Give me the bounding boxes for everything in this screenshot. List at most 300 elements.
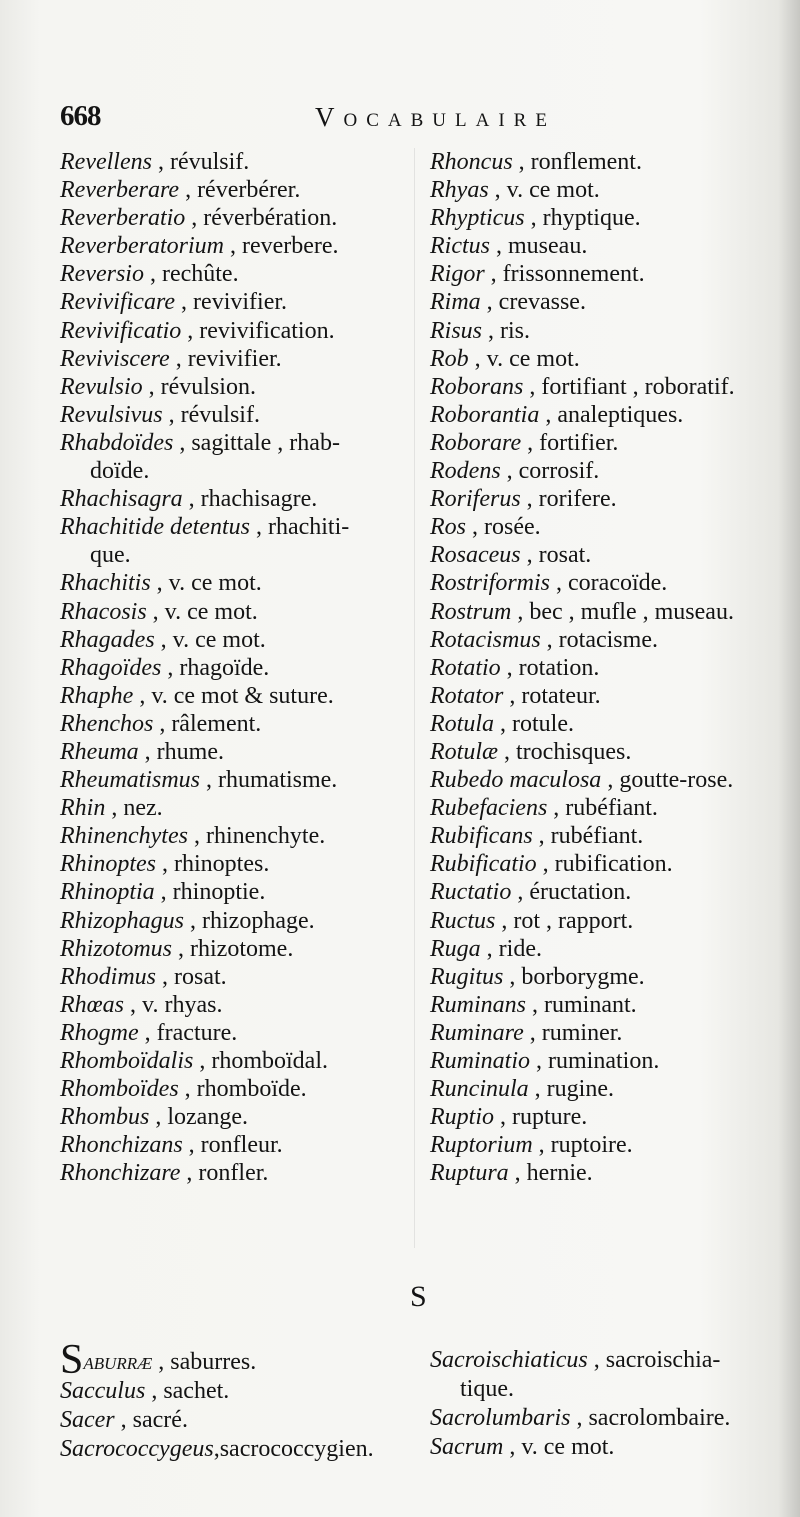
dictionary-entry xyxy=(430,766,770,794)
entry-separator: , xyxy=(133,682,152,709)
dictionary-entry xyxy=(430,822,770,850)
dictionary-entry xyxy=(60,513,405,541)
dictionary-entry xyxy=(60,485,405,513)
entry-term: Revulsivus xyxy=(60,401,163,428)
entry-definition: rhachiti- xyxy=(267,514,350,541)
dictionary-entry xyxy=(430,878,770,906)
entry-term: Rhœas xyxy=(60,991,125,1018)
entry-term: Ruptorium xyxy=(430,1132,533,1159)
entry-definition: révulsif. xyxy=(169,149,250,175)
entry-term: Rhypticus xyxy=(430,205,525,232)
entry-definition: v. ce mot. xyxy=(168,570,262,597)
entry-term: Revivificatio xyxy=(60,317,182,344)
entry-definition: rosat. xyxy=(174,963,227,990)
entry-term: Rubificatio xyxy=(430,851,537,878)
entry-definition: goutte-rose. xyxy=(619,767,734,794)
entry-definition: rhumatisme. xyxy=(218,767,338,794)
entry-definition: râlement. xyxy=(171,710,262,737)
section-s-right-column xyxy=(430,1346,770,1462)
dictionary-entry xyxy=(430,513,770,541)
entry-separator: , xyxy=(154,879,173,906)
entry-separator: , xyxy=(152,1349,171,1375)
entry-continuation xyxy=(60,457,405,485)
entry-term: Reverberatio xyxy=(60,205,186,232)
entry-definition: reverbere. xyxy=(241,233,339,260)
entry-term: Rosaceus xyxy=(430,542,521,569)
dictionary-entry xyxy=(60,1337,405,1383)
entry-definition: ruptoire. xyxy=(550,1132,633,1159)
dictionary-entry xyxy=(430,794,770,822)
entry-term: Rodens xyxy=(430,458,501,485)
entry-separator: , xyxy=(536,851,555,878)
entry-separator: , xyxy=(532,1132,551,1159)
entry-definition: revivification. xyxy=(199,317,335,344)
dictionary-entry xyxy=(60,1075,405,1103)
entry-term: Rheuma xyxy=(60,738,139,765)
entry-separator: , xyxy=(524,205,543,232)
entry-separator: , xyxy=(151,149,170,175)
entry-separator: , xyxy=(185,205,204,232)
entry-definition: révulsif. xyxy=(180,401,260,428)
section-s-left-column xyxy=(60,1337,405,1464)
entry-separator: , xyxy=(172,935,191,962)
entry-term-rest: aburræ xyxy=(83,1349,153,1375)
entry-continuation xyxy=(430,1375,770,1404)
entry-separator: , xyxy=(587,1347,606,1373)
entry-separator: , xyxy=(512,149,531,175)
entry-separator: , xyxy=(105,795,124,822)
right-column xyxy=(430,148,770,1187)
entry-separator: , xyxy=(145,1378,164,1404)
dictionary-entry xyxy=(60,1435,405,1464)
dictionary-entry xyxy=(430,541,770,569)
dictionary-entry xyxy=(430,850,770,878)
entry-definition: rhume. xyxy=(156,738,224,765)
entry-term: Rhin xyxy=(60,795,106,822)
entry-definition: analeptiques. xyxy=(557,401,684,428)
entry-term: Runcinula xyxy=(430,1076,529,1103)
entry-separator: , xyxy=(528,1076,547,1103)
entry-definition: rotacisme. xyxy=(558,626,658,653)
dictionary-entry xyxy=(430,1103,770,1131)
entry-definition: doïde. xyxy=(90,458,150,485)
entry-separator: , xyxy=(187,823,206,850)
entry-definition: v. rhyas. xyxy=(142,991,223,1018)
entry-separator: , xyxy=(540,626,559,653)
running-title: Vocabulaire xyxy=(315,102,556,132)
entry-term: Rhenchos xyxy=(60,710,154,737)
dictionary-entry xyxy=(60,373,405,401)
entry-term: Rhagades xyxy=(60,626,155,653)
entry-term: Ructus xyxy=(430,907,496,934)
entry-separator: , xyxy=(500,458,519,485)
entry-term: Rob xyxy=(430,345,469,372)
entry-definition: sacrococcygien. xyxy=(219,1436,374,1462)
dictionary-entry xyxy=(60,176,405,204)
entry-term: Rotatio xyxy=(430,654,501,681)
entry-term: Sacroischiaticus xyxy=(430,1347,588,1373)
entry-continuation xyxy=(60,541,405,569)
dictionary-entry xyxy=(60,935,405,963)
entry-term: Roriferus xyxy=(430,486,521,513)
entry-definition: ruminant. xyxy=(544,991,637,1018)
dictionary-entry xyxy=(430,682,770,710)
entry-term: Rubefaciens xyxy=(430,795,548,822)
entry-definition: rot , rapport. xyxy=(513,907,634,934)
entry-definition: rhinenchyte. xyxy=(205,823,326,850)
dictionary-entry xyxy=(430,598,770,626)
entry-term: Rhyas xyxy=(430,177,489,204)
dictionary-entry xyxy=(430,738,770,766)
entry-term: Rheumatismus xyxy=(60,767,200,794)
dictionary-entry xyxy=(60,260,405,288)
entry-definition: sagittale , rhab- xyxy=(191,429,340,456)
entry-term: Rhachisagra xyxy=(60,486,183,513)
dictionary-entry xyxy=(430,176,770,204)
page-edge-shadow xyxy=(778,0,800,1517)
entry-separator: , xyxy=(482,317,501,344)
entry-term: Rotulæ xyxy=(430,738,499,765)
entry-separator: , xyxy=(182,486,201,513)
dictionary-entry xyxy=(430,935,770,963)
dictionary-entry xyxy=(60,878,405,906)
entry-definition: que. xyxy=(90,542,131,569)
entry-term: Rugitus xyxy=(430,963,504,990)
entry-term: Rhachitis xyxy=(60,570,151,597)
dictionary-entry xyxy=(60,710,405,738)
entry-definition: rosat. xyxy=(538,542,592,569)
dictionary-entry xyxy=(430,991,770,1019)
entry-term: Rhinoptia xyxy=(60,879,155,906)
entry-definition: éructation. xyxy=(529,879,632,906)
entry-separator: , xyxy=(169,345,188,372)
dictionary-entry xyxy=(430,626,770,654)
entry-separator: , xyxy=(249,514,268,541)
dictionary-entry xyxy=(430,232,770,260)
entry-term: Risus xyxy=(430,317,483,344)
entry-definition: trochisques. xyxy=(516,738,632,765)
entry-definition: v. ce mot. xyxy=(172,626,266,653)
entry-term: Ruptura xyxy=(430,1160,509,1187)
entry-definition: revivifier. xyxy=(193,289,288,316)
dictionary-entry xyxy=(60,232,405,260)
entry-term: Rhogme xyxy=(60,1019,139,1046)
entry-separator: , xyxy=(503,1434,522,1460)
entry-separator: , xyxy=(494,1104,512,1131)
entry-separator: , xyxy=(149,1104,168,1131)
dictionary-entry xyxy=(430,1075,770,1103)
dictionary-entry xyxy=(60,148,405,176)
dictionary-entry xyxy=(430,1047,770,1075)
entry-term: Rigor xyxy=(430,261,485,288)
dictionary-entry xyxy=(60,963,405,991)
entry-definition: rumination. xyxy=(548,1048,660,1074)
entry-definition: rhomboïdal. xyxy=(211,1048,328,1074)
entry-definition: ronfler. xyxy=(198,1160,269,1187)
entry-separator: , xyxy=(523,373,542,400)
dictionary-entry xyxy=(60,345,405,373)
dictionary-entry xyxy=(60,850,405,878)
entry-term: Reverberatorium xyxy=(60,233,224,260)
entry-definition: borborygme. xyxy=(521,963,645,990)
entry-term: Rhoncus xyxy=(430,149,513,175)
dictionary-entry xyxy=(430,1404,770,1433)
entry-definition: rubéfiant. xyxy=(550,823,644,850)
entry-definition: v. ce mot. xyxy=(486,345,580,372)
entry-separator: , xyxy=(156,851,174,878)
entry-definition: rorifere. xyxy=(538,486,617,513)
dictionary-entry xyxy=(430,288,770,316)
entry-term: Rhizotomus xyxy=(60,935,173,962)
entry-definition: rotation. xyxy=(518,654,600,681)
entry-separator: , xyxy=(156,963,174,990)
entry-definition: sacroischia- xyxy=(605,1347,721,1373)
dictionary-entry xyxy=(430,569,770,597)
entry-term: Ruga xyxy=(430,935,481,962)
dictionary-entry xyxy=(60,288,405,316)
entry-definition: corrosif. xyxy=(518,458,600,485)
entry-definition: crevasse. xyxy=(498,289,586,316)
entry-separator: , xyxy=(173,429,192,456)
dictionary-entry xyxy=(430,1131,770,1159)
entry-term: Rhizophagus xyxy=(60,907,185,934)
entry-separator: , xyxy=(570,1405,589,1431)
entry-separator: , xyxy=(182,1132,201,1159)
entry-separator: , xyxy=(466,514,484,541)
dictionary-entry xyxy=(60,794,405,822)
entry-definition: rosée. xyxy=(484,514,541,541)
entry-definition: rechûte. xyxy=(161,261,239,288)
entry-definition: rugine. xyxy=(546,1076,614,1103)
entry-definition: sacré. xyxy=(132,1407,188,1433)
entry-separator: , xyxy=(523,1019,542,1046)
entry-separator: , xyxy=(494,710,512,737)
entry-term: Rotacismus xyxy=(430,626,541,653)
dictionary-entry xyxy=(430,345,770,373)
entry-separator: , xyxy=(175,289,194,316)
entry-definition: rhinoptes. xyxy=(174,851,270,878)
dictionary-entry xyxy=(60,401,405,429)
entry-definition: rhinoptie. xyxy=(172,879,266,906)
entry-term: Reviviscere xyxy=(60,345,170,372)
dictionary-entry xyxy=(60,569,405,597)
dictionary-entry xyxy=(430,1159,770,1187)
entry-term: Rostriformis xyxy=(430,570,551,597)
entry-separator: , xyxy=(480,289,499,316)
entry-term: Reversio xyxy=(60,261,144,288)
entry-definition: ris. xyxy=(500,317,531,344)
entry-definition: v. ce mot & suture. xyxy=(151,682,334,709)
entry-definition: nez. xyxy=(123,795,163,822)
entry-definition: lozange. xyxy=(167,1104,248,1131)
entry-definition: v. ce mot. xyxy=(521,1434,615,1460)
entry-separator: , xyxy=(193,1048,212,1074)
entry-separator: , xyxy=(532,823,551,850)
entry-term: Rubedo maculosa xyxy=(430,767,602,794)
entry-term: Rhonchizans xyxy=(60,1132,183,1159)
entry-definition: révulsion. xyxy=(160,373,256,400)
entry-definition: frissonnement. xyxy=(502,261,645,288)
entry-definition: rubification. xyxy=(554,851,673,878)
entry-term: Rhacosis xyxy=(60,598,147,625)
dictionary-entry xyxy=(60,822,405,850)
entry-separator: , xyxy=(526,991,544,1018)
entry-separator: , xyxy=(500,654,519,681)
entry-term: Sacrum xyxy=(430,1434,504,1460)
entry-term: Sacculus xyxy=(60,1378,146,1404)
drop-capital: S xyxy=(60,1337,84,1383)
entry-separator: , xyxy=(539,401,558,428)
entry-separator: , xyxy=(138,738,157,765)
entry-term: Ruminare xyxy=(430,1019,524,1046)
entry-separator: , xyxy=(480,935,499,962)
dictionary-entry xyxy=(60,907,405,935)
dictionary-entry xyxy=(430,429,770,457)
entry-term: Ructatio xyxy=(430,879,512,906)
entry-separator: , xyxy=(521,429,540,456)
entry-separator: , xyxy=(498,738,517,765)
entry-separator: , xyxy=(601,767,620,794)
entry-definition: ronfleur. xyxy=(200,1132,283,1159)
dictionary-entry xyxy=(60,682,405,710)
dictionary-entry xyxy=(60,1377,405,1406)
entry-term: Revivificare xyxy=(60,289,176,316)
dictionary-entry xyxy=(60,626,405,654)
dictionary-entry xyxy=(430,317,770,345)
dictionary-entry xyxy=(60,1159,405,1187)
entry-term: Rotator xyxy=(430,682,504,709)
entry-separator: , xyxy=(114,1407,133,1433)
entry-term: Ruptio xyxy=(430,1104,494,1131)
entry-separator: , xyxy=(154,626,173,653)
entry-definition: hernie. xyxy=(526,1160,593,1187)
entry-term: Rhombus xyxy=(60,1104,150,1131)
dictionary-entry xyxy=(430,148,770,176)
entry-definition: fortifiant , roboratif. xyxy=(541,373,735,400)
entry-definition: rhagoïde. xyxy=(179,654,270,681)
dictionary-entry xyxy=(430,260,770,288)
dictionary-entry xyxy=(60,598,405,626)
dictionary-entry xyxy=(430,485,770,513)
entry-term: Rostrum xyxy=(430,598,512,625)
entry-separator: , xyxy=(213,1436,220,1462)
entry-term: Reverberare xyxy=(60,177,180,204)
entry-term: Ros xyxy=(430,514,466,541)
dictionary-entry xyxy=(430,1346,770,1375)
entry-definition: tique. xyxy=(460,1376,514,1402)
entry-separator: , xyxy=(181,317,200,344)
entry-definition: rotule. xyxy=(512,710,574,737)
entry-definition: réverbérer. xyxy=(197,177,301,204)
dictionary-entry xyxy=(60,204,405,232)
entry-term: Rictus xyxy=(430,233,490,260)
entry-separator: , xyxy=(520,486,539,513)
dictionary-entry xyxy=(60,654,405,682)
dictionary-entry xyxy=(430,401,770,429)
entry-definition: réverbération. xyxy=(203,205,338,232)
dictionary-entry xyxy=(430,907,770,935)
entry-definition: saburres. xyxy=(170,1349,257,1375)
entry-separator: , xyxy=(184,907,203,934)
entry-definition: coracoïde. xyxy=(568,570,668,597)
entry-definition: v. ce mot. xyxy=(164,598,258,625)
entry-term: Ruminans xyxy=(430,991,526,1018)
dictionary-entry xyxy=(60,1406,405,1435)
entry-definition: bec , mufle , museau. xyxy=(529,598,734,625)
entry-separator: , xyxy=(178,1076,197,1103)
dictionary-entry xyxy=(60,991,405,1019)
entry-term: Rhinenchytes xyxy=(60,823,188,850)
entry-term: Rhonchizare xyxy=(60,1160,181,1187)
entry-separator: , xyxy=(153,710,172,737)
entry-term: Revellens xyxy=(60,149,152,175)
dictionary-entry xyxy=(430,373,770,401)
dictionary-entry xyxy=(430,1019,770,1047)
entry-separator: , xyxy=(124,991,143,1018)
entry-term: Sacrococcygeus xyxy=(60,1436,214,1462)
entry-term: Rotula xyxy=(430,710,494,737)
entry-separator: , xyxy=(143,261,162,288)
entry-definition: rotateur. xyxy=(521,682,601,709)
dictionary-entry xyxy=(430,457,770,485)
entry-term: Rhomboïdes xyxy=(60,1076,179,1103)
dictionary-entry xyxy=(60,317,405,345)
entry-term: Rubificans xyxy=(430,823,533,850)
entry-separator: , xyxy=(520,542,539,569)
dictionary-entry xyxy=(430,710,770,738)
entry-definition: fortifier. xyxy=(539,429,619,456)
dictionary-entry xyxy=(60,738,405,766)
dictionary-entry xyxy=(60,766,405,794)
entry-definition: rhomboïde. xyxy=(196,1076,307,1103)
page-number: 668 xyxy=(60,100,101,132)
entry-term: Sacrolumbaris xyxy=(430,1405,571,1431)
entry-definition: v. ce mot. xyxy=(506,177,600,204)
entry-separator: , xyxy=(150,570,169,597)
dictionary-entry xyxy=(430,1433,770,1462)
entry-term: Rhabdoïdes xyxy=(60,429,174,456)
entry-separator: , xyxy=(179,177,198,204)
entry-term: Rhomboïdalis xyxy=(60,1048,194,1074)
entry-separator: , xyxy=(223,233,242,260)
dictionary-entry xyxy=(60,1047,405,1075)
entry-definition: rhizotome. xyxy=(190,935,294,962)
dictionary-entry xyxy=(60,1019,405,1047)
entry-separator: , xyxy=(511,879,530,906)
entry-definition: ruminer. xyxy=(541,1019,623,1046)
entry-separator: , xyxy=(146,598,165,625)
entry-separator: , xyxy=(547,795,566,822)
entry-separator: , xyxy=(484,261,503,288)
entry-term: Revulsio xyxy=(60,373,143,400)
entry-term: Roborare xyxy=(430,429,522,456)
entry-term xyxy=(60,1337,153,1383)
section-s-left-entries xyxy=(60,1377,405,1464)
entry-separator: , xyxy=(162,401,181,428)
entry-term: Sacer xyxy=(60,1407,115,1433)
dictionary-entry xyxy=(430,654,770,682)
entry-separator: , xyxy=(550,570,569,597)
entry-separator: , xyxy=(200,767,218,794)
entry-separator: , xyxy=(468,345,487,372)
entry-definition: sacrolombaire. xyxy=(588,1405,731,1431)
entry-term: Rhachitide detentus xyxy=(60,514,250,541)
entry-separator: , xyxy=(161,654,180,681)
entry-term: Roborantia xyxy=(430,401,540,428)
entry-term: Rhodimus xyxy=(60,963,156,990)
entry-definition: rhachisagre. xyxy=(200,486,318,513)
dictionary-entry xyxy=(60,1131,405,1159)
